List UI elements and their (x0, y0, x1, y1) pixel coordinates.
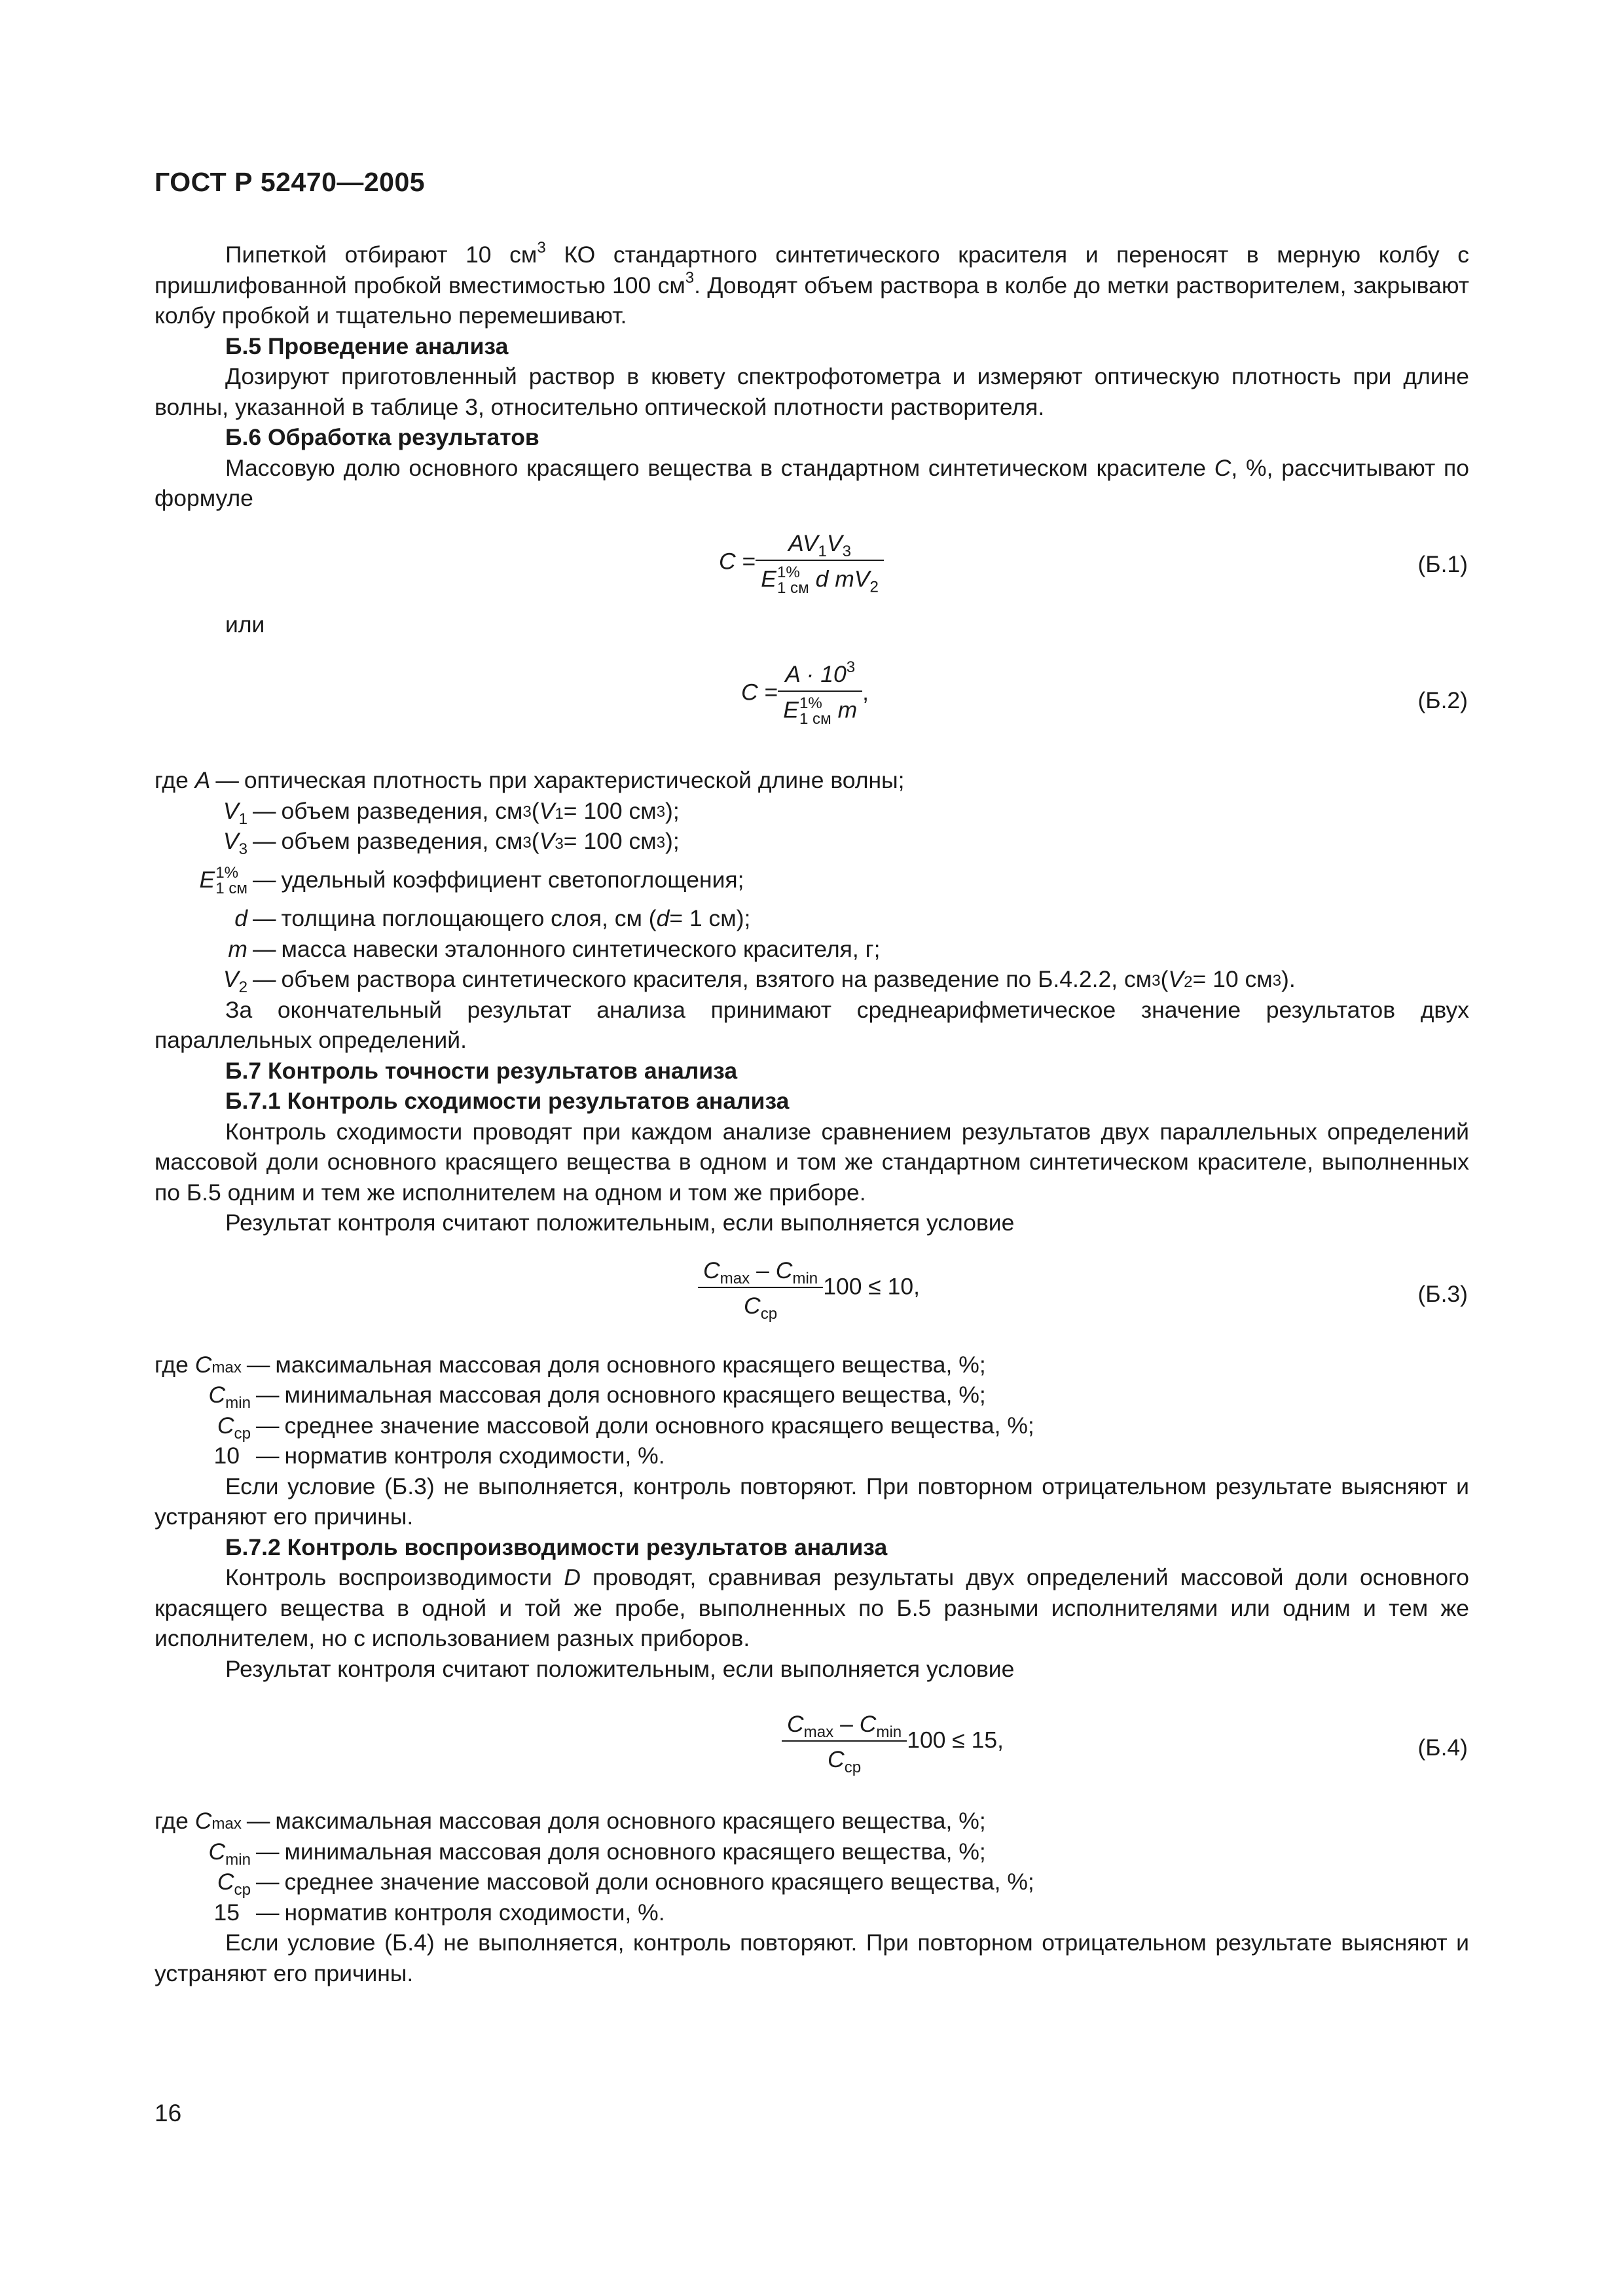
fraction-b1: $AV_1V_3$ E 1% 1 см d $mV_2$ (756, 529, 884, 596)
paragraph-b7-1-condition: Результат контроля считают положительным, если выполняется условие (225, 1210, 1015, 1236)
definition-row: где A — оптическая плотность при характеристической длине волны; (155, 767, 905, 793)
fraction-b2: $A \cdot 10^3$ E 1% 1 см m (778, 660, 862, 727)
heading-b7-1: Б.7.1 Контроль сходимости результатов анализа (225, 1088, 790, 1115)
heading-b7-2: Б.7.2 Контроль воспроизводимости результатов анализа (225, 1534, 888, 1560)
paragraph-final-result: За окончательный результат анализа принимают среднеарифметическое значение результатов двух параллельных определений. (155, 996, 1469, 1054)
definitions-b3 (155, 1350, 1469, 1471)
formula-b3: $\frac{C_{max} - C_{min}}{C_{ср}}$ 100 ≤ 10, (Б.3) (155, 1246, 1469, 1344)
paragraph-pipette: Пипеткой отбирают 10 $см^3$ КО стандартного синтетического красителя и переносят в мерную колбу с пришлифованной пробкой вместимостью 100 $см^3$. Доводят объем раствора в колбе до метки растворителем, закрывают колбу пробкой и тщательно перемешивают. (155, 238, 1469, 329)
page-content (155, 240, 1469, 1988)
definitions-b4 (155, 1806, 1469, 1928)
heading-b7: Б.7 Контроль точности результатов анализа (225, 1057, 738, 1084)
definition-row: d — толщина поглощающего слоя, см ( d = 1 см); (234, 905, 751, 932)
formula-b2: С = $A \cdot 10^3$ E 1% 1 см m , (Б.2) (741, 658, 1468, 728)
fraction-b4: $\frac{C_{max} - C_{min}}{C_{ср}}$ (782, 1710, 907, 1773)
paragraph-b5: Дозируют приготовленный раствор в кювету спектрофотометра и измеряют оптическую плотность при длине волны, указанной в таблице 3, относительно оптической плотности растворителя. (155, 363, 1469, 420)
document-code-header: ГОСТ Р 52470—2005 (155, 167, 426, 197)
text-or: или (225, 611, 265, 637)
definition-row: где C max — максимальная массовая доля основного красящего вещества, %; (155, 1351, 986, 1378)
paragraph-b7-2: Контроль воспроизводимости D проводят, сравнивая результаты двух определений массовой доли основного красящего вещества в одной и той же пробе, выполненных по Б.5 разными исполнителями или одним и тем же исполнителем, но с использованием разных приборов. (155, 1564, 1469, 1652)
equation-number-b4: (Б.4) (1417, 1734, 1468, 1761)
equation-number-b1: (Б.1) (1417, 550, 1468, 577)
definition-row: $C_{ср}$ — среднее значение массовой доли основного красящего вещества, %; (217, 1412, 1034, 1443)
paragraph-b7-1: Контроль сходимости проводят при каждом анализе сравнением результатов двух параллельных определений массовой доли основного красящего вещества в одном и том же стандартном синтетическом красителе, выполненных по Б.5 одним и тем же исполнителем на одном и том же приборе. (155, 1118, 1469, 1206)
paragraph-b6: Массовую долю основного красящего вещества в стандартном синтетическом красителе С, %, рассчитывают по формуле (155, 454, 1469, 511)
paragraph-b4-repeat: Если условие (Б.4) не выполняется, контроль повторяют. При повторном отрицательном результате выясняют и устраняют его причины. (155, 1929, 1469, 1986)
definition-row: где C max — максимальная массовая доля основного красящего вещества, %; (155, 1808, 986, 1835)
page-number: 16 (155, 2100, 182, 2126)
paragraph-b7-2-condition: Результат контроля считают положительным, если выполняется условие (225, 1655, 1015, 1682)
definition-row: $C_{min}$ — минимальная массовая доля основного красящего вещества, %; (208, 1838, 986, 1869)
definition-row: 10 — норматив контроля сходимости, %. (213, 1443, 665, 1469)
definition-row: $C_{ср}$ — среднее значение массовой доли основного красящего вещества, %; (217, 1869, 1034, 1899)
formula-b1: С = $AV_1V_3$ E 1% 1 см d $mV_2$ (Б.1) (719, 529, 1468, 597)
definition-row: 15 — норматив контроля сходимости, %. (213, 1899, 665, 1926)
fraction-b3: $\frac{C_{max} - C_{min}}{C_{ср}}$ (698, 1257, 823, 1319)
equation-number-b2: (Б.2) (1417, 687, 1468, 713)
definition-row: $V_1$ — объем разведения, см $^3$ ( V 1 = 100 см $^3$ ); (223, 797, 680, 828)
definition-row: E 1% 1 см — удельный коэффициент светопоглощения; (199, 863, 744, 898)
formula-b4: $\frac{C_{max} - C_{min}}{C_{ср}}$ 100 ≤ 15, (Б.4) (155, 1698, 1469, 1797)
definition-row: $V_2$ — объем раствора синтетического красителя, взятого на разведение по Б.4.2.2, см $^3$ ( V 2 = 10 см $^3$ ). (223, 966, 1296, 997)
definition-row: m — масса навески эталонного синтетического красителя, г; (228, 935, 881, 962)
definition-row: $C_{min}$ — минимальная массовая доля основного красящего вещества, %; (208, 1382, 986, 1412)
equation-number-b3: (Б.3) (1417, 1280, 1468, 1307)
heading-b6: Б.6 Обработка результатов (225, 424, 539, 450)
paragraph-b3-repeat: Если условие (Б.3) не выполняется, контроль повторяют. При повторном отрицательном результате выясняют и устраняют его причины. (155, 1473, 1469, 1530)
definition-row: $V_3$ — объем разведения, см $^3$ ( V 3 = 100 см $^3$ ); (223, 828, 680, 859)
definitions-b1-b2 (155, 765, 1469, 995)
heading-b5: Б.5 Проведение анализа (225, 332, 509, 359)
